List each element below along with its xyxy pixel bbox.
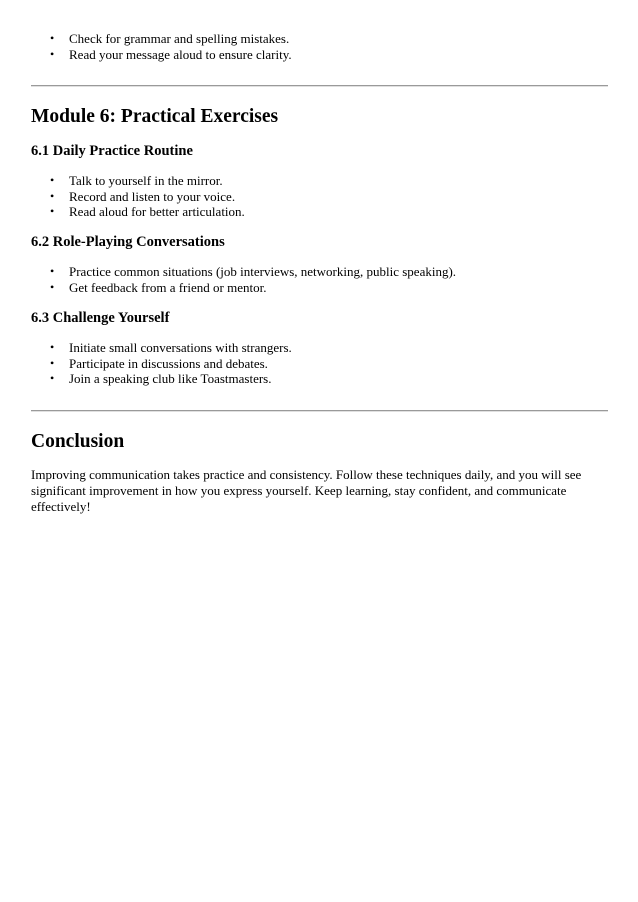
section-6-3-list — [31, 340, 608, 387]
intro-bullet-list — [31, 31, 608, 62]
conclusion-title: Conclusion — [31, 431, 125, 452]
section-divider — [31, 410, 608, 412]
module-6-title: Module 6: Practical Exercises — [31, 106, 279, 127]
list-item: • Join a speaking club like Toastmasters. — [31, 371, 608, 387]
list-item: • Read aloud for better articulation. — [31, 204, 608, 220]
section-6-1-list — [31, 173, 608, 220]
section-6-1-heading: 6.1 Daily Practice Routine — [31, 143, 193, 159]
list-item: • Initiate small conversations with strangers. — [31, 340, 608, 356]
list-item: • Record and listen to your voice. — [31, 189, 608, 205]
list-item: • Talk to yourself in the mirror. — [31, 173, 608, 189]
section-6-3-heading: 6.3 Challenge Yourself — [31, 310, 170, 326]
section-6-2-heading: 6.2 Role-Playing Conversations — [31, 234, 225, 250]
list-item: • Check for grammar and spelling mistakes. — [31, 31, 608, 47]
list-item: • Participate in discussions and debates. — [31, 356, 608, 372]
section-6-2-list — [31, 264, 608, 295]
list-item: • Read your message aloud to ensure clarity. — [31, 47, 608, 63]
list-item: • Get feedback from a friend or mentor. — [31, 280, 608, 296]
list-item: • Practice common situations (job interviews, networking, public speaking). — [31, 264, 608, 280]
section-divider — [31, 85, 608, 87]
conclusion-paragraph: Improving communication takes practice and consistency. Follow these techniques daily, and you will see significant improvement in how you express yourself. Keep learning, stay confident, and communicate effectively! — [31, 467, 582, 514]
